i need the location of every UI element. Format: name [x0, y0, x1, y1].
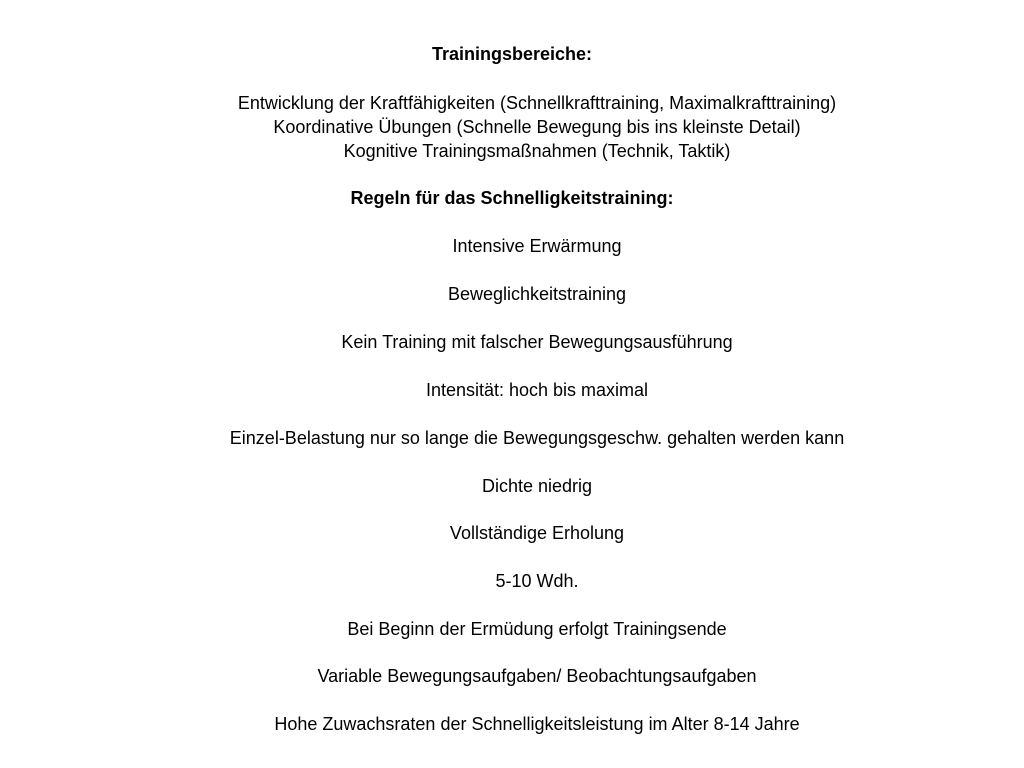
rule-item: Dichte niedrig: [481, 476, 593, 496]
rule-item: Beweglichkeitstraining: [447, 284, 627, 304]
training-area-item: Koordinative Übungen (Schnelle Bewegung bis ins kleinste Detail): [273, 117, 801, 137]
rules-heading: Regeln für das Schnelligkeitstraining:: [350, 188, 674, 208]
rule-item: Hohe Zuwachsraten der Schnelligkeitsleistung im Alter 8-14 Jahre: [274, 714, 800, 734]
rule-item: Intensität: hoch bis maximal: [425, 380, 649, 400]
rule-item: Kein Training mit falscher Bewegungsausführung: [341, 332, 733, 352]
rule-item: Einzel-Belastung nur so lange die Bewegungsgeschw. gehalten werden kann: [229, 428, 845, 448]
rule-item: Bei Beginn der Ermüdung erfolgt Trainingsende: [347, 619, 727, 639]
training-area-item: Kognitive Trainingsmaßnahmen (Technik, Taktik): [343, 141, 731, 161]
rule-item: Vollständige Erholung: [449, 523, 625, 543]
training-areas-heading: Trainingsbereiche:: [431, 44, 593, 64]
rule-item: Intensive Erwärmung: [452, 236, 622, 256]
training-area-item: Entwicklung der Kraftfähigkeiten (Schnellkrafttraining, Maximalkrafttraining): [237, 93, 837, 113]
rule-item: Variable Bewegungsaufgaben/ Beobachtungsaufgaben: [317, 666, 757, 686]
rule-item: 5-10 Wdh.: [495, 571, 579, 591]
